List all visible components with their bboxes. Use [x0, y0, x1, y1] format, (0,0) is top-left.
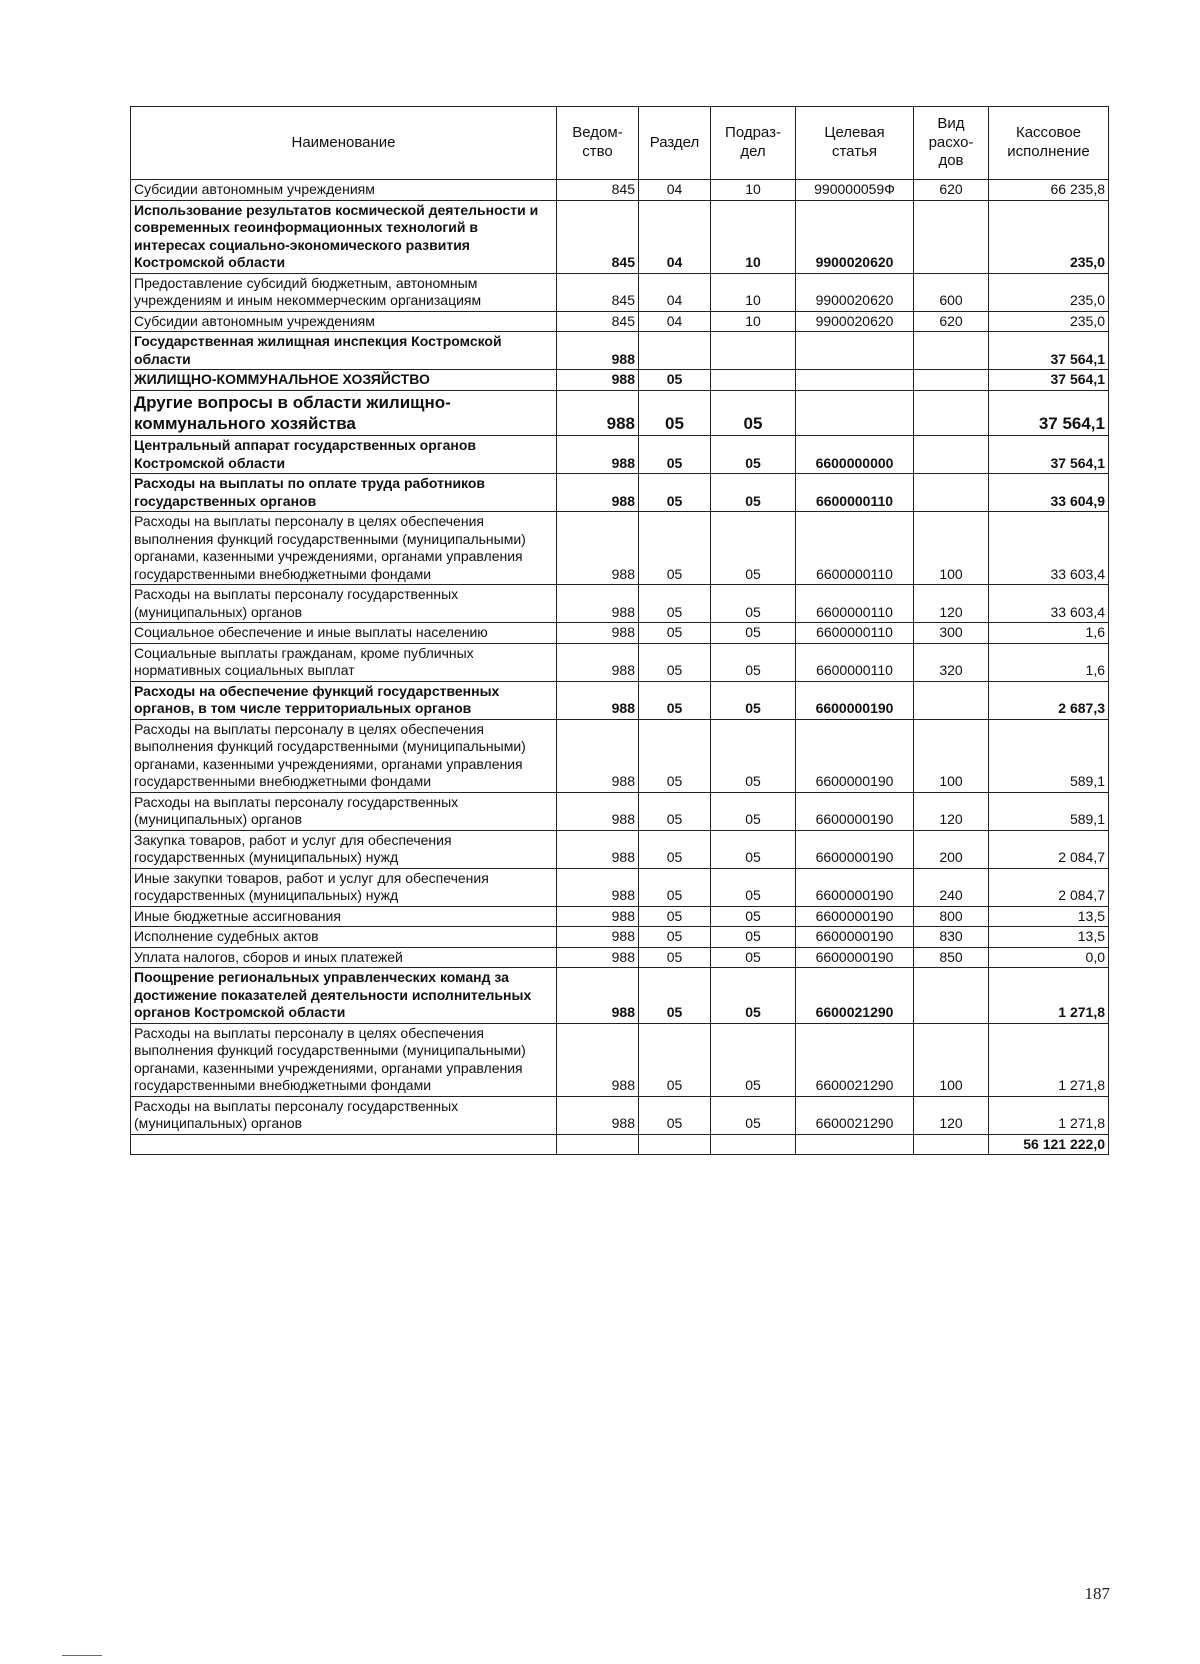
row-vid: [914, 390, 989, 436]
row-podrazdel: 05: [711, 1096, 796, 1134]
row-name: Другие вопросы в области жилищно-коммунального хозяйства: [131, 390, 557, 436]
table-row: [131, 1096, 1109, 1134]
row-target: [796, 370, 914, 391]
table-row: [131, 1023, 1109, 1096]
row-target: 6600000110: [796, 474, 914, 512]
row-target: 6600021290: [796, 968, 914, 1024]
row-vedom: 988: [557, 1096, 639, 1134]
row-target: 6600000190: [796, 927, 914, 948]
row-razdel: [639, 332, 711, 370]
table-row: [131, 947, 1109, 968]
row-vedom: 988: [557, 681, 639, 719]
row-razdel: 05: [639, 585, 711, 623]
row-total: 589,1: [989, 792, 1109, 830]
row-total: 1,6: [989, 623, 1109, 644]
row-name: Исполнение судебных актов: [131, 927, 557, 948]
row-vid: 120: [914, 1096, 989, 1134]
table-row: [131, 927, 1109, 948]
row-razdel: 05: [639, 927, 711, 948]
row-name: Поощрение региональных управленческих команд за достижение показателей деятельности исполнительных органов Костромской области: [131, 968, 557, 1024]
row-vid: [914, 436, 989, 474]
row-name: Закупка товаров, работ и услуг для обеспечения государственных (муниципальных) нужд: [131, 830, 557, 868]
row-podrazdel: 05: [711, 390, 796, 436]
row-name: Социальные выплаты гражданам, кроме публичных нормативных социальных выплат: [131, 643, 557, 681]
row-podrazdel: 05: [711, 436, 796, 474]
header-vedom: [557, 107, 639, 180]
row-razdel: 05: [639, 474, 711, 512]
row-name: Уплата налогов, сборов и иных платежей: [131, 947, 557, 968]
table-row: [131, 436, 1109, 474]
row-name: Государственная жилищная инспекция Костромской области: [131, 332, 557, 370]
row-podrazdel: 05: [711, 968, 796, 1024]
row-razdel: 05: [639, 947, 711, 968]
row-target: 6600000110: [796, 585, 914, 623]
row-vid: 300: [914, 623, 989, 644]
grand-total-row: [131, 1134, 1109, 1155]
row-vid: 600: [914, 273, 989, 311]
row-vedom: 988: [557, 643, 639, 681]
row-vedom: 988: [557, 512, 639, 585]
row-name: Расходы на выплаты персоналу государственных (муниципальных) органов: [131, 1096, 557, 1134]
row-total: 66 235,8: [989, 180, 1109, 201]
row-total: 1 271,8: [989, 968, 1109, 1024]
row-vedom: 988: [557, 830, 639, 868]
row-razdel: 05: [639, 968, 711, 1024]
row-podrazdel: 05: [711, 868, 796, 906]
row-name: Расходы на выплаты персоналу в целях обеспечения выполнения функций государственными (муниципальными) органами, казенными учреждениями, органами управления государственными внебюджетными фондами: [131, 1023, 557, 1096]
row-vedom: 988: [557, 792, 639, 830]
row-podrazdel: [711, 370, 796, 391]
row-total: 1 271,8: [989, 1096, 1109, 1134]
row-razdel: 04: [639, 273, 711, 311]
row-vid: 830: [914, 927, 989, 948]
table-row: [131, 390, 1109, 436]
header-target: [796, 107, 914, 180]
row-vid: 100: [914, 1023, 989, 1096]
row-target: 6600021290: [796, 1023, 914, 1096]
row-vedom: 988: [557, 332, 639, 370]
row-podrazdel: 05: [711, 623, 796, 644]
row-vid: 200: [914, 830, 989, 868]
row-razdel: 05: [639, 681, 711, 719]
row-name: [131, 1134, 557, 1155]
row-vedom: 988: [557, 1023, 639, 1096]
budget-execution-table: [130, 106, 1109, 1155]
header-total-text: Кассовое исполнение: [1007, 124, 1090, 160]
row-vedom: 845: [557, 200, 639, 273]
row-name: Центральный аппарат государственных органов Костромской области: [131, 436, 557, 474]
row-podrazdel: 05: [711, 906, 796, 927]
row-vedom: 988: [557, 719, 639, 792]
row-vedom: 845: [557, 273, 639, 311]
row-vedom: 988: [557, 474, 639, 512]
row-razdel: 05: [639, 792, 711, 830]
row-total: 13,5: [989, 906, 1109, 927]
row-target: 6600000110: [796, 512, 914, 585]
page-number: 187: [1084, 1584, 1110, 1603]
row-razdel: 05: [639, 370, 711, 391]
header-vid-text: Вид расхо- дов: [928, 114, 974, 170]
row-total: 33 603,4: [989, 585, 1109, 623]
row-total: 2 687,3: [989, 681, 1109, 719]
table-row: [131, 474, 1109, 512]
table-row: [131, 273, 1109, 311]
row-target: [796, 1134, 914, 1155]
row-podrazdel: 10: [711, 180, 796, 201]
header-row: [131, 107, 1109, 180]
row-podrazdel: 05: [711, 474, 796, 512]
row-razdel: [639, 1134, 711, 1155]
row-total: 0,0: [989, 947, 1109, 968]
row-total: 13,5: [989, 927, 1109, 948]
row-razdel: 05: [639, 390, 711, 436]
row-total: 589,1: [989, 719, 1109, 792]
row-target: 9900020620: [796, 200, 914, 273]
row-vid: [914, 370, 989, 391]
row-name: Расходы на выплаты по оплате труда работников государственных органов: [131, 474, 557, 512]
grand-total-value: 56 121 222,0: [989, 1134, 1109, 1155]
row-razdel: 05: [639, 1023, 711, 1096]
row-vedom: 988: [557, 927, 639, 948]
table-row: [131, 585, 1109, 623]
table-row: [131, 681, 1109, 719]
row-total: 1 271,8: [989, 1023, 1109, 1096]
table-row: [131, 200, 1109, 273]
header-podrazdel-text: Подраз- дел: [725, 124, 781, 160]
header-target-text: Целевая статья: [824, 124, 885, 160]
row-target: 6600021290: [796, 1096, 914, 1134]
row-razdel: 05: [639, 906, 711, 927]
table-row: [131, 868, 1109, 906]
row-total: 235,0: [989, 273, 1109, 311]
row-razdel: 05: [639, 643, 711, 681]
row-total: 37 564,1: [989, 390, 1109, 436]
row-name: Предоставление субсидий бюджетным, автономным учреждениям и иным некоммерческим организациям: [131, 273, 557, 311]
row-total: 37 564,1: [989, 436, 1109, 474]
row-name: Расходы на выплаты персоналу в целях обеспечения выполнения функций государственными (муниципальными) органами, казенными учреждениями, органами управления государственными внебюджетными фондами: [131, 719, 557, 792]
row-total: 235,0: [989, 200, 1109, 273]
table-row: [131, 830, 1109, 868]
row-total: 33 604,9: [989, 474, 1109, 512]
row-vedom: 988: [557, 968, 639, 1024]
row-podrazdel: 10: [711, 273, 796, 311]
row-total: 235,0: [989, 311, 1109, 332]
row-vid: 320: [914, 643, 989, 681]
row-name: Использование результатов космической деятельности и современных геоинформационных технологий в интересах социально-экономического развития Костромской области: [131, 200, 557, 273]
row-total: 2 084,7: [989, 830, 1109, 868]
row-name: Субсидии автономным учреждениям: [131, 311, 557, 332]
row-total: 2 084,7: [989, 868, 1109, 906]
row-vid: [914, 968, 989, 1024]
table-row: [131, 332, 1109, 370]
row-vid: 120: [914, 792, 989, 830]
row-podrazdel: [711, 1134, 796, 1155]
row-name: Социальное обеспечение и иные выплаты населению: [131, 623, 557, 644]
row-vid: 620: [914, 311, 989, 332]
row-vedom: 988: [557, 370, 639, 391]
row-vedom: 845: [557, 311, 639, 332]
row-vedom: 988: [557, 906, 639, 927]
row-podrazdel: 05: [711, 1023, 796, 1096]
row-podrazdel: 05: [711, 719, 796, 792]
row-razdel: 04: [639, 311, 711, 332]
row-vedom: [557, 1134, 639, 1155]
row-razdel: 04: [639, 180, 711, 201]
row-razdel: 05: [639, 868, 711, 906]
row-target: [796, 332, 914, 370]
table-row: [131, 180, 1109, 201]
row-total: 37 564,1: [989, 370, 1109, 391]
row-vedom: 845: [557, 180, 639, 201]
header-razdel: Раздел: [639, 107, 711, 180]
row-total: 1,6: [989, 643, 1109, 681]
row-vid: [914, 332, 989, 370]
row-name: ЖИЛИЩНО-КОММУНАЛЬНОЕ ХОЗЯЙСТВО: [131, 370, 557, 391]
table-row: [131, 370, 1109, 391]
table-row: [131, 906, 1109, 927]
row-vid: 800: [914, 906, 989, 927]
table-row: [131, 623, 1109, 644]
row-podrazdel: 05: [711, 947, 796, 968]
table-row: [131, 643, 1109, 681]
row-target: 6600000190: [796, 830, 914, 868]
row-vid: [914, 681, 989, 719]
row-podrazdel: 05: [711, 512, 796, 585]
row-target: 9900020620: [796, 273, 914, 311]
row-name: Расходы на выплаты персоналу государственных (муниципальных) органов: [131, 792, 557, 830]
scan-mark-line: [62, 1655, 102, 1656]
row-name: Иные бюджетные ассигнования: [131, 906, 557, 927]
row-razdel: 05: [639, 436, 711, 474]
header-vid: [914, 107, 989, 180]
row-vedom: 988: [557, 436, 639, 474]
row-target: 6600000110: [796, 623, 914, 644]
row-vid: 100: [914, 719, 989, 792]
row-podrazdel: 10: [711, 200, 796, 273]
row-podrazdel: 05: [711, 585, 796, 623]
row-razdel: 04: [639, 200, 711, 273]
row-razdel: 05: [639, 1096, 711, 1134]
row-target: 6600000190: [796, 906, 914, 927]
row-podrazdel: 05: [711, 830, 796, 868]
row-target: 6600000190: [796, 792, 914, 830]
row-razdel: 05: [639, 512, 711, 585]
row-podrazdel: 05: [711, 643, 796, 681]
row-name: Иные закупки товаров, работ и услуг для обеспечения государственных (муниципальных) нужд: [131, 868, 557, 906]
row-vedom: 988: [557, 623, 639, 644]
row-target: 6600000000: [796, 436, 914, 474]
row-name: Расходы на обеспечение функций государственных органов, в том числе территориальных органов: [131, 681, 557, 719]
row-vedom: 988: [557, 868, 639, 906]
header-vedom-text: Ведом- ство: [572, 124, 623, 160]
row-target: 6600000190: [796, 681, 914, 719]
row-name: Расходы на выплаты персоналу в целях обеспечения выполнения функций государственными (муниципальными) органами, казенными учреждениями, органами управления государственными внебюджетными фондами: [131, 512, 557, 585]
table-row: [131, 719, 1109, 792]
row-vid: 850: [914, 947, 989, 968]
row-name: Субсидии автономным учреждениям: [131, 180, 557, 201]
table-row: [131, 311, 1109, 332]
row-vedom: 988: [557, 585, 639, 623]
row-target: 9900020620: [796, 311, 914, 332]
row-target: 6600000190: [796, 719, 914, 792]
row-podrazdel: [711, 332, 796, 370]
row-vid: 620: [914, 180, 989, 201]
row-vid: 240: [914, 868, 989, 906]
row-total: 33 603,4: [989, 512, 1109, 585]
row-vid: 120: [914, 585, 989, 623]
row-vid: 100: [914, 512, 989, 585]
row-razdel: 05: [639, 623, 711, 644]
row-razdel: 05: [639, 830, 711, 868]
row-vedom: 988: [557, 390, 639, 436]
table-row: [131, 512, 1109, 585]
row-total: 37 564,1: [989, 332, 1109, 370]
row-vid: [914, 200, 989, 273]
row-vid: [914, 474, 989, 512]
header-podrazdel: [711, 107, 796, 180]
row-name: Расходы на выплаты персоналу государственных (муниципальных) органов: [131, 585, 557, 623]
row-target: [796, 390, 914, 436]
header-name: Наименование: [131, 107, 557, 180]
row-target: 6600000190: [796, 947, 914, 968]
row-vid: [914, 1134, 989, 1155]
row-razdel: 05: [639, 719, 711, 792]
table-row: [131, 968, 1109, 1024]
table-row: [131, 792, 1109, 830]
row-podrazdel: 05: [711, 681, 796, 719]
row-target: 6600000190: [796, 868, 914, 906]
row-target: 990000059Ф: [796, 180, 914, 201]
row-target: 6600000110: [796, 643, 914, 681]
row-vedom: 988: [557, 947, 639, 968]
header-total: [989, 107, 1109, 180]
row-podrazdel: 10: [711, 311, 796, 332]
row-podrazdel: 05: [711, 927, 796, 948]
row-podrazdel: 05: [711, 792, 796, 830]
